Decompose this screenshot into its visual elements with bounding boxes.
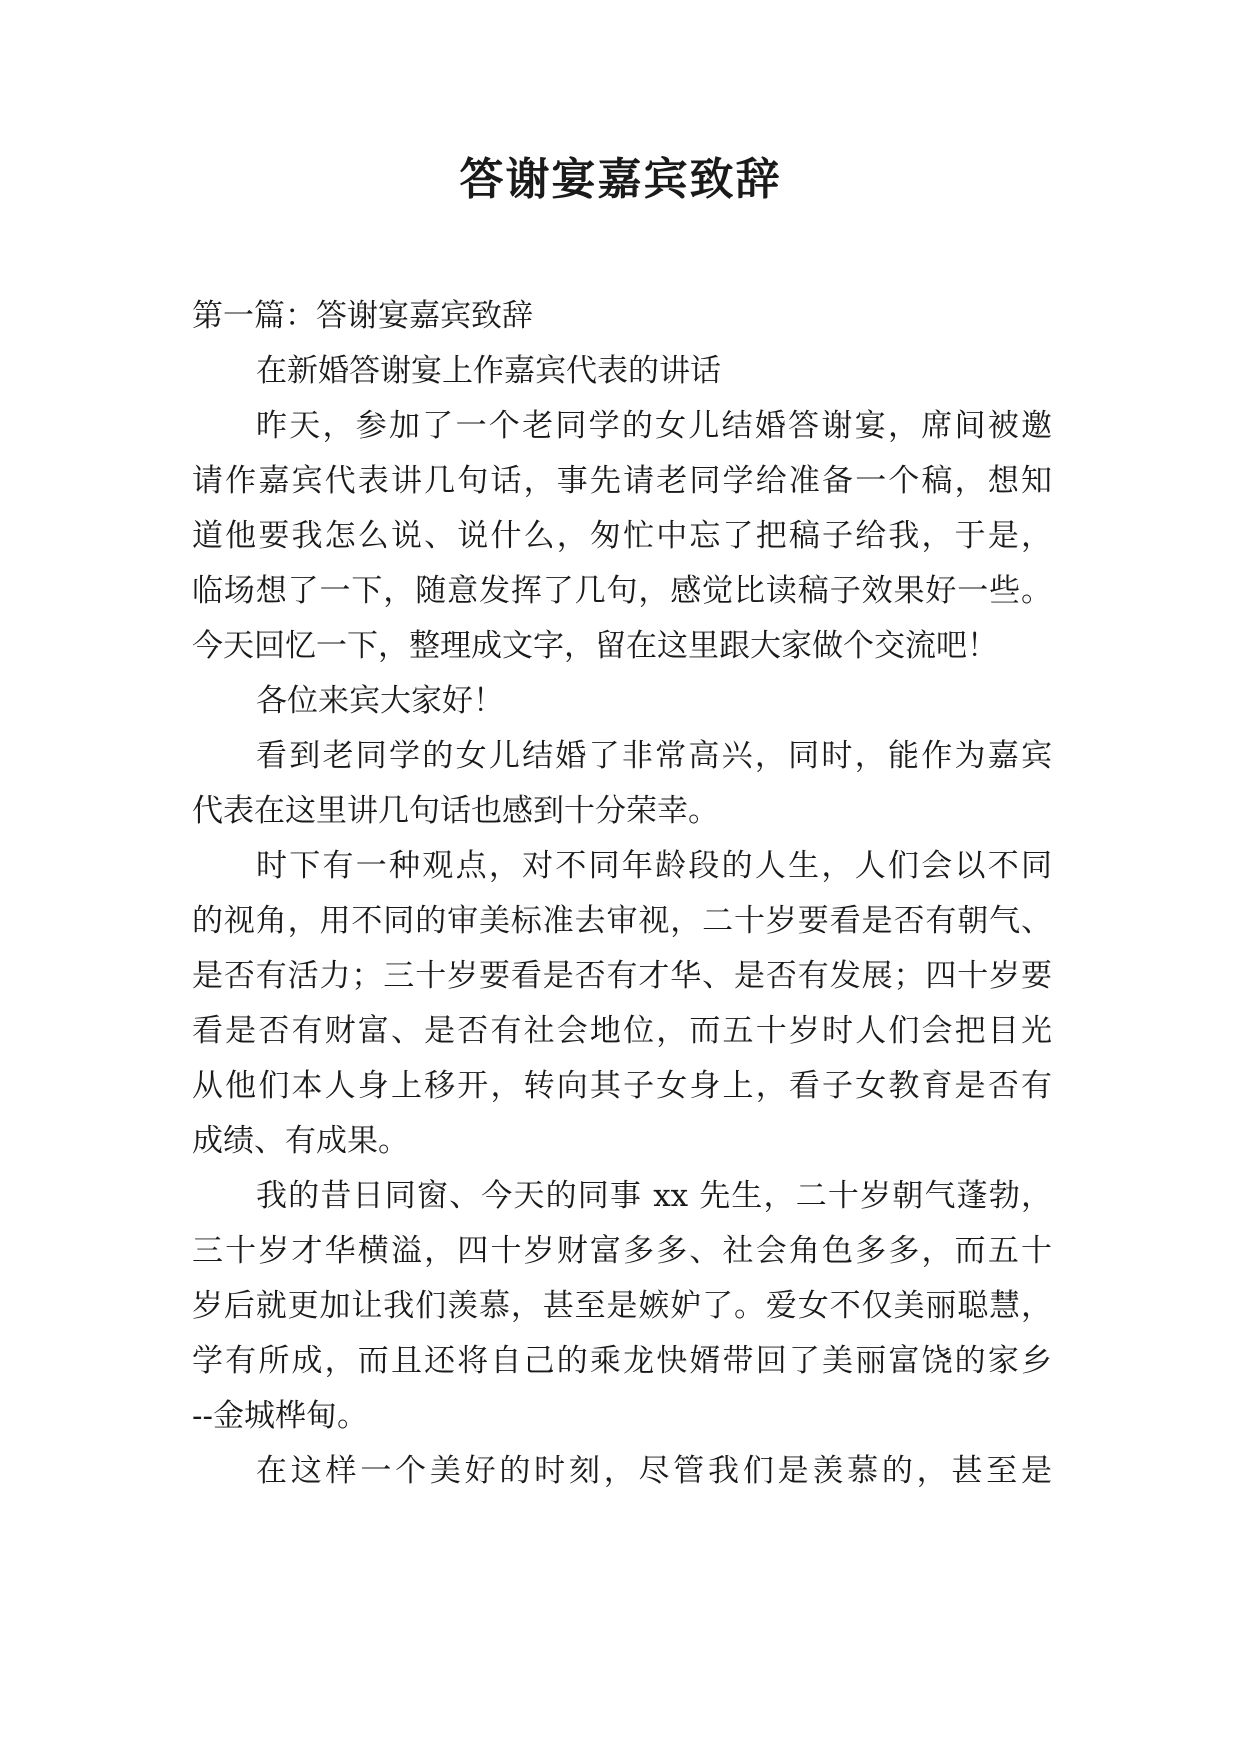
paragraph-line: 请作嘉宾代表讲几句话，事先请老同学给准备一个稿，想知: [192, 463, 1052, 499]
paragraph-line: 学有所成，而且还将自己的乘龙快婿带回了美丽富饶的家乡: [192, 1343, 1052, 1379]
paragraph-line: 岁后就更加让我们羡慕，甚至是嫉妒了。爱女不仅美丽聪慧，: [192, 1288, 1052, 1324]
paragraph-line: 看到老同学的女儿结婚了非常高兴，同时，能作为嘉宾: [256, 738, 1052, 774]
paragraph-1: [192, 399, 1052, 674]
paragraph-line: --金城桦甸。: [192, 1398, 368, 1434]
speech-subtitle: 在新婚答谢宴上作嘉宾代表的讲话: [256, 353, 721, 389]
paragraph-line: 的视角，用不同的审美标准去审视，二十岁要看是否有朝气、: [192, 903, 1052, 939]
section-heading: 第一篇：答谢宴嘉宾致辞: [192, 298, 533, 334]
paragraph-line: 今天回忆一下，整理成文字，留在这里跟大家做个交流吧！: [192, 628, 998, 664]
paragraph-line: 在这样一个美好的时刻，尽管我们是羡慕的，甚至是: [256, 1453, 1052, 1489]
paragraph-4: [192, 1169, 1052, 1444]
paragraph-line: 昨天，参加了一个老同学的女儿结婚答谢宴，席间被邀: [256, 408, 1052, 444]
paragraph-3: [192, 839, 1052, 1169]
paragraph-line: 三十岁才华横溢，四十岁财富多多、社会角色多多，而五十: [192, 1233, 1052, 1269]
paragraph-line: 道他要我怎么说、说什么，匆忙中忘了把稿子给我，于是，: [192, 518, 1052, 554]
paragraph-line: 成绩、有成果。: [192, 1123, 409, 1159]
paragraph-line: 是否有活力；三十岁要看是否有才华、是否有发展；四十岁要: [192, 958, 1052, 994]
paragraph-line: 从他们本人身上移开，转向其子女身上，看子女教育是否有: [192, 1068, 1052, 1104]
greeting-line: 各位来宾大家好！: [256, 683, 504, 719]
paragraph-2: [192, 729, 1052, 839]
paragraph-5: [192, 1444, 1052, 1499]
document-body: [192, 289, 1052, 1499]
paragraph-line: 时下有一种观点，对不同年龄段的人生，人们会以不同: [256, 848, 1052, 884]
paragraph-line: 临场想了一下，随意发挥了几句，感觉比读稿子效果好一些。: [192, 573, 1052, 609]
paragraph-line: 看是否有财富、是否有社会地位，而五十岁时人们会把目光: [192, 1013, 1052, 1049]
paragraph-line: 我的昔日同窗、今天的同事 xx 先生，二十岁朝气蓬勃，: [256, 1178, 1052, 1214]
document-title: 答谢宴嘉宾致辞: [459, 154, 782, 205]
paragraph-line: 代表在这里讲几句话也感到十分荣幸。: [192, 793, 719, 829]
